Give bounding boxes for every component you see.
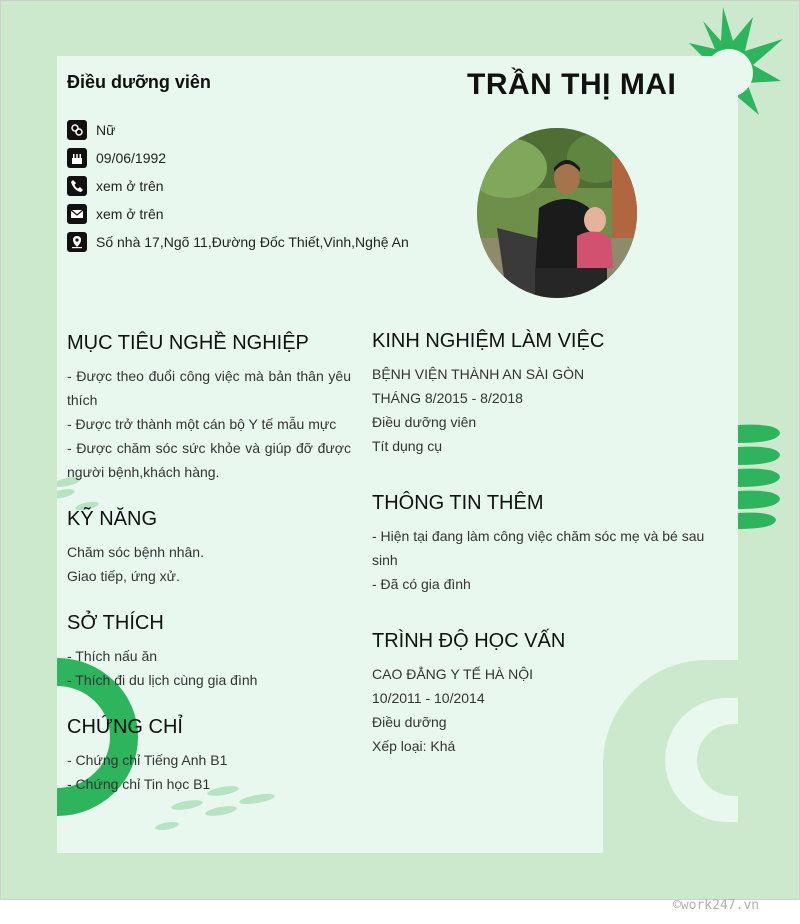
education-major: Điều dưỡng xyxy=(372,714,447,730)
hobbies-line-1: - Thích nấu ăn xyxy=(67,648,158,664)
job-title: Điều dưỡng viên xyxy=(67,72,211,92)
contact-phone xyxy=(67,176,164,196)
contact-birthday xyxy=(67,148,166,168)
objective-line-3: - Được chăm sóc sức khỏe và giúp đỡ được người bệnh,khách hàng. xyxy=(67,440,351,480)
hobbies-heading: SỞ THÍCH xyxy=(67,612,164,634)
objective-body xyxy=(67,364,351,484)
email-envelope-icon xyxy=(67,204,87,224)
gender-value: Nữ xyxy=(96,122,116,138)
education-body xyxy=(372,662,712,758)
experience-position: Điều dưỡng viên xyxy=(372,414,477,430)
profile-photo xyxy=(477,128,637,298)
experience-period: THÁNG 8/2015 - 8/2018 xyxy=(372,390,523,406)
experience-body xyxy=(372,362,712,458)
gender-icon xyxy=(67,120,87,140)
certificates-heading: CHỨNG CHỈ xyxy=(67,716,183,738)
additional-line-1: - Hiện tại đang làm công việc chăm sóc mẹ và bé sau sinh xyxy=(372,528,705,568)
experience-heading: KINH NGHIỆM LÀM VIỆC xyxy=(372,330,605,352)
experience-company: BỆNH VIỆN THÀNH AN SÀI GÒN xyxy=(372,366,585,382)
right-scallop-decoration xyxy=(738,423,788,531)
hobbies-body xyxy=(67,644,351,692)
skills-line-2: Giao tiếp, ứng xử. xyxy=(67,568,180,584)
additional-info-heading: THÔNG TIN THÊM xyxy=(372,492,544,514)
objective-line-2: - Được trở thành một cán bộ Y tế mẫu mực xyxy=(67,416,337,432)
phone-icon xyxy=(67,176,87,196)
education-school: CAO ĐẲNG Y TẾ HÀ NỘI xyxy=(372,666,534,682)
additional-line-2: - Đã có gia đình xyxy=(372,576,471,592)
candidate-name: TRẦN THỊ MAI xyxy=(467,68,677,101)
watermark: ©work247.vn xyxy=(673,898,760,913)
contact-address xyxy=(67,232,409,252)
additional-info-body xyxy=(372,524,717,596)
objective-heading: MỤC TIÊU NGHỀ NGHIỆP xyxy=(67,332,309,354)
skills-line-1: Chăm sóc bệnh nhân. xyxy=(67,544,204,560)
skills-heading: KỸ NĂNG xyxy=(67,508,158,530)
certificates-line-1: - Chứng chỉ Tiếng Anh B1 xyxy=(67,752,228,768)
phone-value: xem ở trên xyxy=(96,178,164,194)
experience-description: Tít dụng cụ xyxy=(372,438,443,454)
birthday-cake-icon xyxy=(67,148,87,168)
skills-body xyxy=(67,540,351,588)
objective-line-1: - Được theo đuổi công việc mà bản thân yêu thích xyxy=(67,368,351,408)
contact-email xyxy=(67,204,164,224)
contact-gender xyxy=(67,120,115,140)
location-pin-icon xyxy=(67,232,87,252)
hobbies-line-2: - Thích đi du lịch cùng gia đình xyxy=(67,672,258,688)
certificates-line-2: - Chứng chỉ Tin học B1 xyxy=(67,776,211,792)
education-grade: Xếp loại: Khá xyxy=(372,738,456,754)
address-value: Số nhà 17,Ngõ 11,Đường Đốc Thiết,Vinh,Nghệ An xyxy=(96,234,409,250)
email-value: xem ở trên xyxy=(96,206,164,222)
certificates-body xyxy=(67,748,351,796)
birthday-value: 09/06/1992 xyxy=(96,150,167,166)
education-heading: TRÌNH ĐỘ HỌC VẤN xyxy=(372,630,566,652)
education-period: 10/2011 - 10/2014 xyxy=(372,690,485,706)
resume-sheet xyxy=(57,56,738,853)
